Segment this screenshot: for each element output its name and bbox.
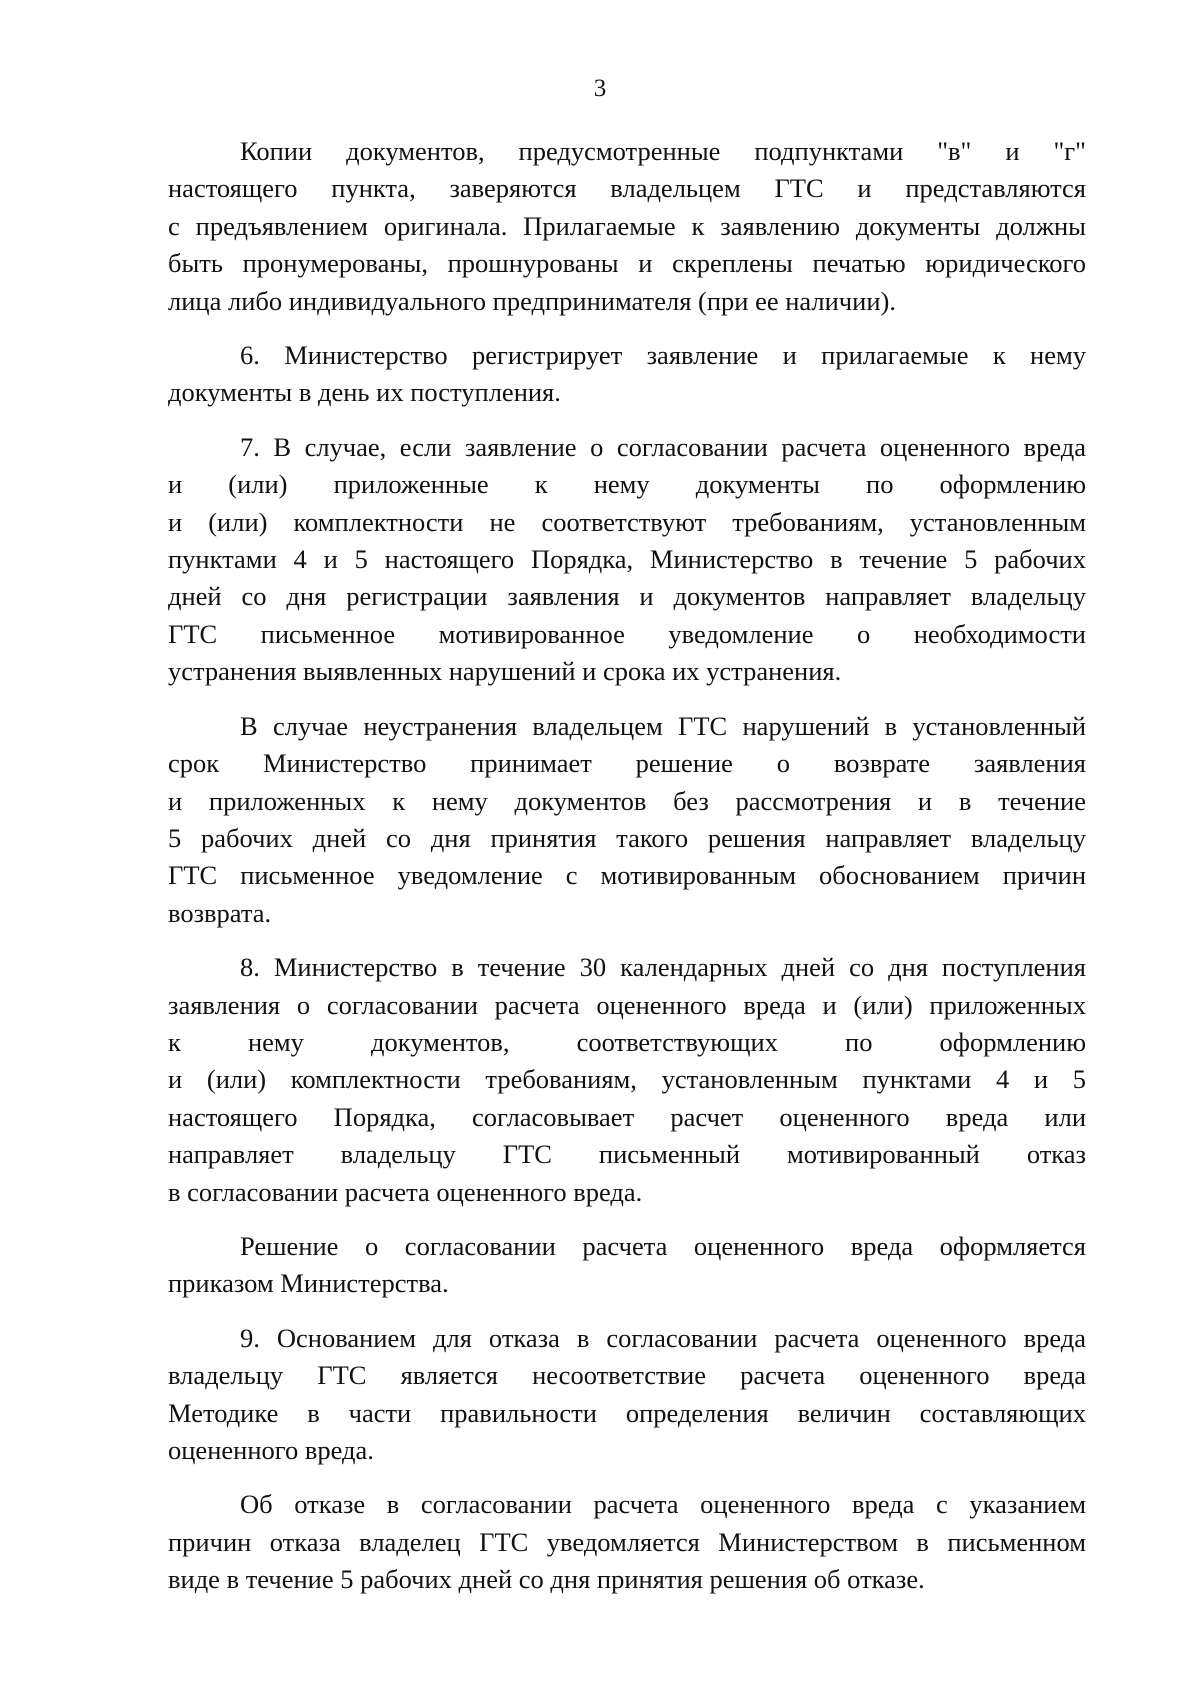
paragraph-item-8 — [168, 949, 1086, 1211]
text-line: 5 рабочих дней со дня принятия такого решения направляет владельцу — [168, 822, 1086, 853]
paragraph-non-elimination — [168, 708, 1086, 932]
text-line: 8. Министерство в течение 30 календарных дней со дня поступления — [240, 952, 1086, 983]
text-line: и (или) комплектности требованиям, установленным пунктами 4 и 5 — [168, 1064, 1086, 1095]
text-line: быть пронумерованы, прошнурованы и скреплены печатью юридического — [168, 248, 1086, 279]
text-line: виде в течение 5 рабочих дней со дня принятия решения об отказе. — [168, 1564, 925, 1595]
text-line: настоящего Порядка, согласовывает расчет оцененного вреда или — [168, 1101, 1086, 1132]
paragraph-decision — [168, 1228, 1086, 1303]
text-line: срок Министерство принимает решение о возврате заявления — [168, 748, 1086, 779]
text-line: и приложенных к нему документов без рассмотрения и в течение — [168, 785, 1086, 816]
text-line: пунктами 4 и 5 настоящего Порядка, Министерство в течение 5 рабочих — [168, 544, 1086, 575]
page-number: 3 — [593, 75, 607, 102]
paragraph-item-6 — [168, 337, 1086, 412]
text-line: к нему документов, соответствующих по оформлению — [168, 1026, 1086, 1057]
text-line: с предъявлением оригинала. Прилагаемые к заявлению документы должны — [168, 210, 1086, 241]
text-line: Копии документов, предусмотренные подпунктами "в" и "г" — [240, 136, 1086, 166]
paragraph-refusal-notice — [168, 1486, 1086, 1598]
text-line: 9. Основанием для отказа в согласовании расчета оцененного вреда — [240, 1322, 1086, 1353]
text-line: ГТС письменное уведомление с мотивированным обоснованием причин — [168, 860, 1086, 891]
text-line: причин отказа владелец ГТС уведомляется Министерством в письменном — [168, 1526, 1086, 1557]
text-line: В случае неустранения владельцем ГТС нарушений в установленный — [240, 710, 1086, 741]
text-line: Методике в части правильности определения величин составляющих — [168, 1397, 1086, 1428]
text-line: направляет владельцу ГТС письменный мотивированный отказ — [168, 1139, 1086, 1170]
text-line: дней со дня регистрации заявления и документов направляет владельцу — [168, 581, 1086, 612]
text-line: возврата. — [168, 897, 272, 928]
text-line: заявления о согласовании расчета оцененного вреда и (или) приложенных — [168, 989, 1086, 1020]
text-line: и (или) комплектности не соответствуют требованиям, установленным — [168, 506, 1086, 537]
paragraph-copies — [168, 133, 1086, 320]
document-body — [168, 133, 1086, 1599]
text-line: лица либо индивидуального предпринимателя (при ее наличии). — [168, 285, 896, 316]
text-line: оцененного вреда. — [168, 1435, 374, 1465]
text-line: приказом Министерства. — [168, 1268, 449, 1299]
text-line: Об отказе в согласовании расчета оцененного вреда с указанием — [240, 1489, 1086, 1520]
text-line: 7. В случае, если заявление о согласовании расчета оцененного вреда — [240, 431, 1086, 462]
text-line: в согласовании расчета оцененного вреда. — [168, 1176, 643, 1207]
paragraph-item-7 — [168, 429, 1086, 691]
text-line: владельцу ГТС является несоответствие расчета оцененного вреда — [168, 1360, 1086, 1391]
text-line: 6. Министерство регистрирует заявление и прилагаемые к нему — [240, 340, 1086, 371]
text-line: и (или) приложенные к нему документы по оформлению — [168, 469, 1086, 500]
text-line: устранения выявленных нарушений и срока их устранения. — [168, 656, 842, 687]
paragraph-item-9 — [168, 1320, 1086, 1470]
text-line: документы в день их поступления. — [168, 377, 561, 408]
text-line: Решение о согласовании расчета оцененного вреда оформляется — [240, 1230, 1086, 1261]
text-line: настоящего пункта, заверяются владельцем ГТС и представляются — [168, 173, 1086, 204]
text-line: ГТС письменное мотивированное уведомление о необходимости — [168, 618, 1086, 649]
